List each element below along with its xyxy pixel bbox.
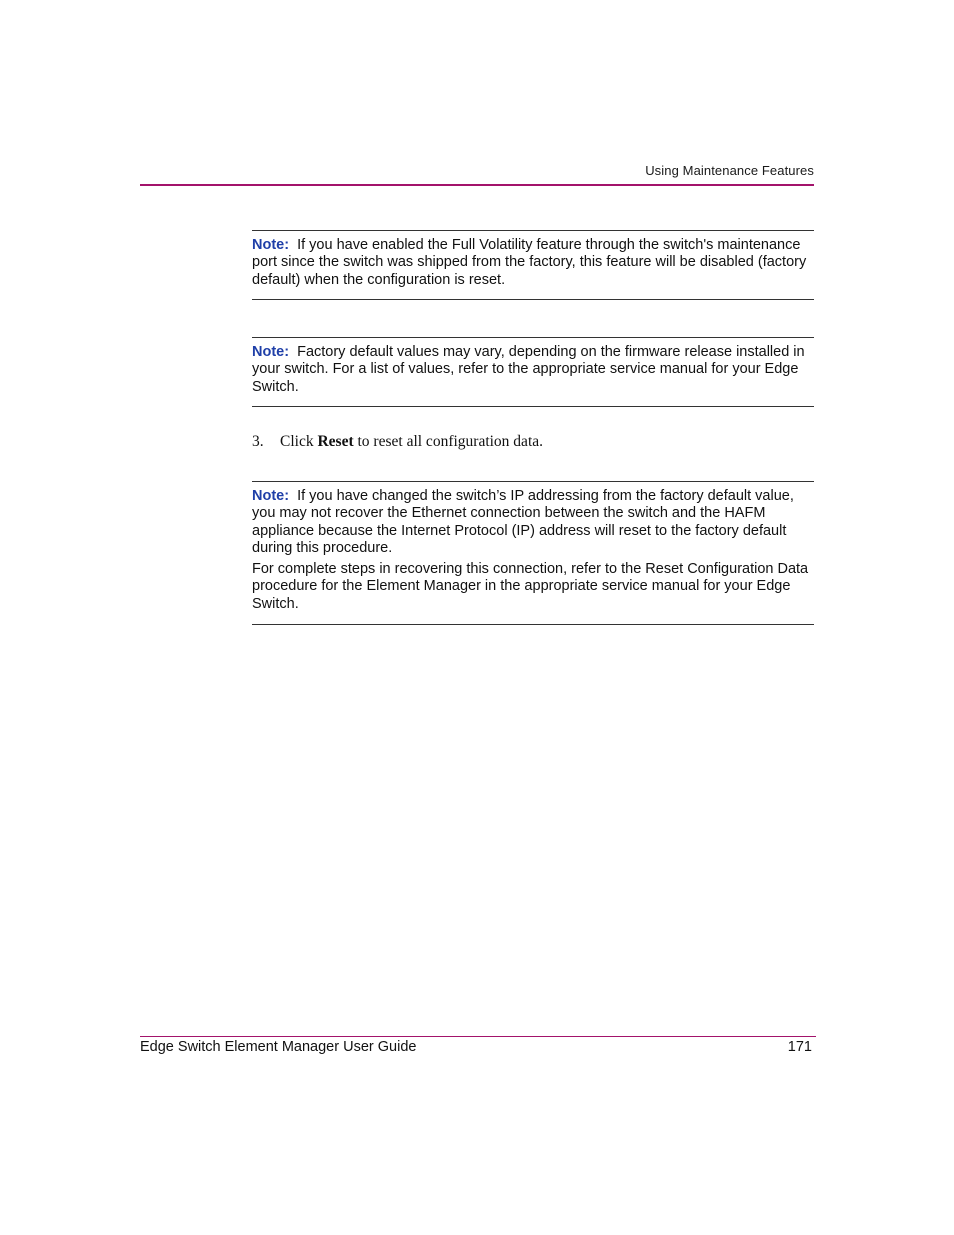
note-paragraph	[252, 237, 814, 289]
note-text: If you have enabled the Full Volatility feature through the switch's maintenance port since the switch was shipped from the factory, this feature will be disabled (factory default) when the configuration is reset.	[252, 237, 807, 288]
step-prefix: Click	[280, 433, 314, 450]
note-label: Note:	[252, 237, 290, 253]
note-factory-defaults	[252, 337, 814, 407]
note-label: Note:	[252, 488, 290, 504]
note-full-volatility	[252, 230, 814, 300]
page-number: 171	[787, 1039, 812, 1055]
procedure-step-3	[252, 433, 814, 451]
header-divider	[140, 184, 814, 186]
running-header: Using Maintenance Features	[645, 163, 814, 178]
note-ip-addressing	[252, 481, 814, 625]
note-paragraph	[252, 344, 814, 396]
footer-document-title: Edge Switch Element Manager User Guide	[140, 1039, 417, 1055]
step-suffix: to reset all configuration data.	[357, 433, 544, 450]
footer-divider	[140, 1036, 816, 1037]
step-number: 3.	[252, 433, 264, 450]
note-paragraph-continued: For complete steps in recovering this connection, refer to the Reset Configuration Data procedure for the Element Manager in the appropriate service manual for your Edge Switch.	[252, 561, 809, 612]
note-text: Factory default values may vary, depending on the firmware release installed in your switch. For a list of values, refer to the appropriate service manual for your Edge Switch.	[252, 344, 805, 395]
note-text: If you have changed the switch’s IP addressing from the factory default value, you may not recover the Ethernet connection between the switch and the HAFM appliance because the Internet Protocol (IP) address will reset to the factory default during this procedure.	[252, 488, 794, 556]
reset-command: Reset	[317, 433, 354, 450]
note-paragraph	[252, 488, 814, 557]
note-label: Note:	[252, 344, 290, 360]
